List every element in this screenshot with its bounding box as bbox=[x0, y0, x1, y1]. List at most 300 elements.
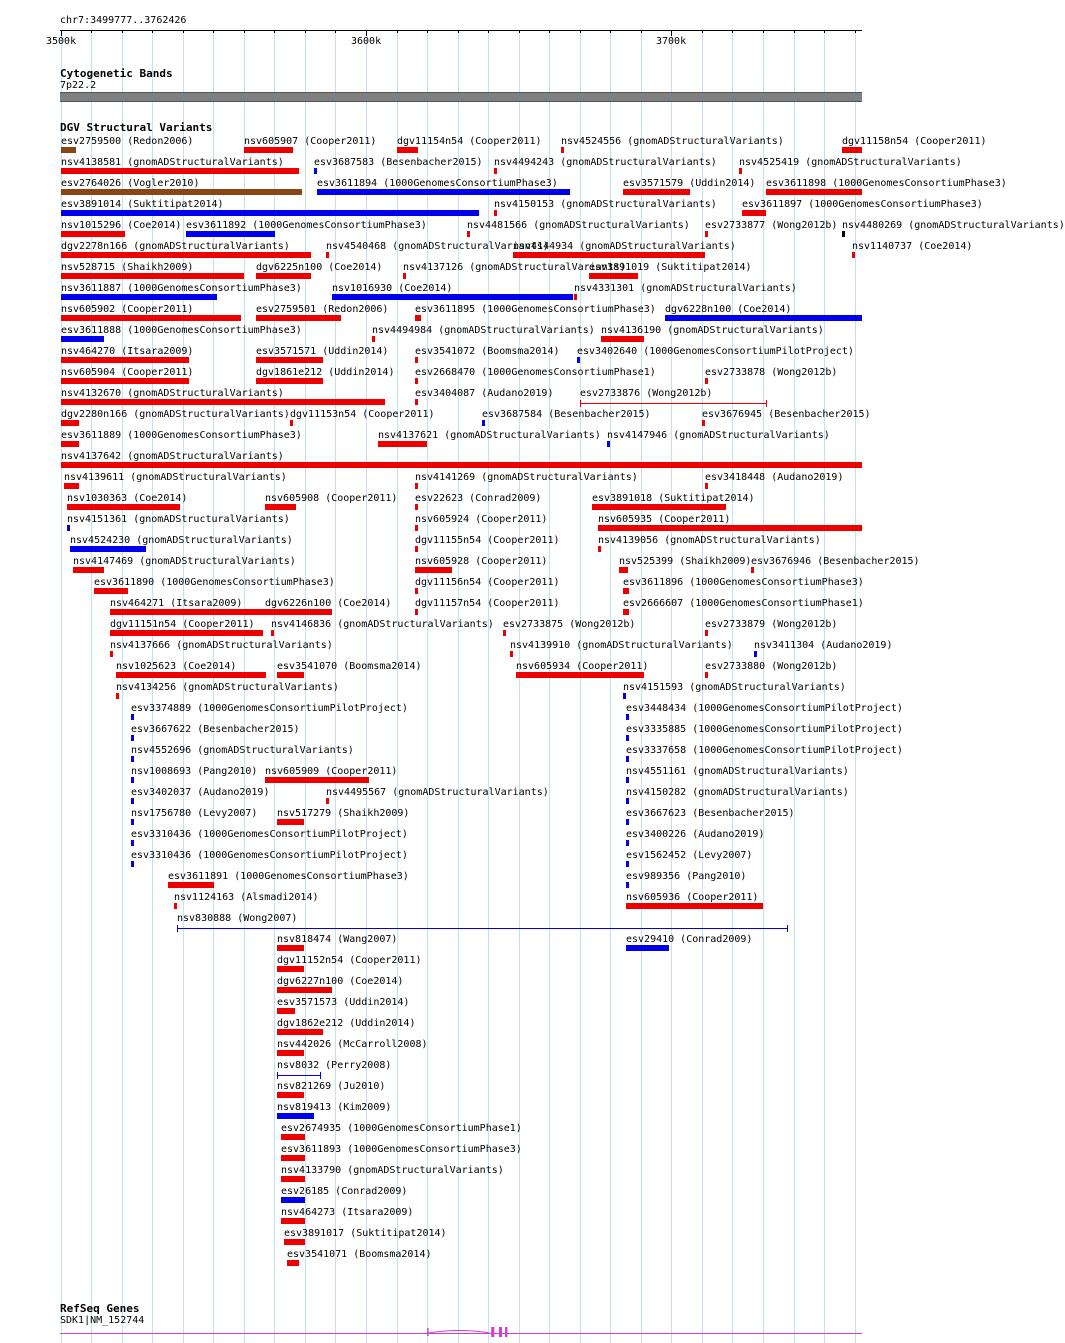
variant-bar[interactable] bbox=[131, 735, 134, 741]
variant-span-line[interactable] bbox=[580, 403, 766, 404]
variant-bar[interactable] bbox=[705, 231, 708, 237]
variant-label[interactable]: esv3687584 (Besenbacher2015) bbox=[482, 409, 651, 420]
variant-bar[interactable] bbox=[705, 672, 708, 678]
variant-label[interactable]: esv3611898 (1000GenomesConsortiumPhase3) bbox=[766, 178, 1007, 189]
variant-label[interactable]: nsv1140737 (Coe2014) bbox=[852, 241, 973, 252]
variant-label[interactable]: nsv4137126 (gnomADStructuralVariants) bbox=[403, 262, 626, 273]
variant-bar[interactable] bbox=[284, 1239, 305, 1245]
variant-label[interactable]: nsv4150153 (gnomADStructuralVariants) bbox=[494, 199, 717, 210]
variant-label[interactable]: esv3337658 (1000GenomesConsortiumPilotProject) bbox=[626, 745, 903, 756]
variant-label[interactable]: esv2666607 (1000GenomesConsortiumPhase1) bbox=[623, 598, 864, 609]
variant-bar[interactable] bbox=[739, 168, 742, 174]
variant-label[interactable]: nsv4495567 (gnomADStructuralVariants) bbox=[326, 787, 549, 798]
variant-bar[interactable] bbox=[277, 672, 304, 678]
variant-label[interactable]: esv3335885 (1000GenomesConsortiumPilotProject) bbox=[626, 724, 903, 735]
cytoband-bar[interactable] bbox=[60, 92, 862, 102]
variant-bar[interactable] bbox=[326, 798, 329, 804]
variant-span-line[interactable] bbox=[177, 928, 788, 929]
variant-bar[interactable] bbox=[277, 987, 332, 993]
variant-bar[interactable] bbox=[766, 189, 862, 195]
variant-bar[interactable] bbox=[415, 315, 421, 321]
variant-bar[interactable] bbox=[623, 693, 626, 699]
variant-label[interactable]: esv3611897 (1000GenomesConsortiumPhase3) bbox=[742, 199, 983, 210]
variant-bar[interactable] bbox=[73, 567, 104, 573]
variant-bar[interactable] bbox=[467, 231, 470, 237]
variant-label[interactable]: nsv464273 (Itsara2009) bbox=[281, 1207, 414, 1218]
variant-bar[interactable] bbox=[372, 336, 375, 342]
variant-bar[interactable] bbox=[61, 399, 385, 405]
variant-label[interactable]: nsv1016930 (Coe2014) bbox=[332, 283, 453, 294]
variant-bar[interactable] bbox=[131, 756, 134, 762]
variant-label[interactable]: esv3891019 (Suktitipat2014) bbox=[589, 262, 752, 273]
variant-bar[interactable] bbox=[626, 861, 629, 867]
variant-bar[interactable] bbox=[494, 168, 497, 174]
variant-bar[interactable] bbox=[415, 525, 418, 531]
variant-bar[interactable] bbox=[510, 651, 513, 657]
variant-bar[interactable] bbox=[623, 588, 629, 594]
variant-label[interactable]: nsv4137666 (gnomADStructuralVariants) bbox=[110, 640, 333, 651]
variant-label[interactable]: nsv1025623 (Coe2014) bbox=[116, 661, 237, 672]
variant-label[interactable]: dgv11157n54 (Cooper2011) bbox=[415, 598, 560, 609]
variant-label[interactable]: esv3687583 (Besenbacher2015) bbox=[314, 157, 483, 168]
variant-endcap bbox=[277, 1072, 278, 1079]
variant-bar[interactable] bbox=[574, 294, 577, 300]
variant-bar[interactable] bbox=[415, 378, 418, 384]
variant-bar[interactable] bbox=[705, 630, 708, 636]
variant-label[interactable]: esv3891018 (Suktitipat2014) bbox=[592, 493, 755, 504]
variant-label[interactable]: nsv4134256 (gnomADStructuralVariants) bbox=[116, 682, 339, 693]
variant-label[interactable]: esv3571579 (Uddin2014) bbox=[623, 178, 756, 189]
ruler-tick bbox=[824, 30, 825, 33]
variant-label[interactable]: esv2733878 (Wong2012b) bbox=[705, 367, 838, 378]
variant-bar[interactable] bbox=[314, 168, 317, 174]
variant-label[interactable]: nsv525399 (Shaikh2009) bbox=[619, 556, 752, 567]
variant-bar[interactable] bbox=[61, 252, 311, 258]
variant-bar[interactable] bbox=[607, 441, 610, 447]
variant-bar[interactable] bbox=[131, 798, 134, 804]
variant-label[interactable]: nsv4525419 (gnomADStructuralVariants) bbox=[739, 157, 962, 168]
variant-label[interactable]: esv3571571 (Uddin2014) bbox=[256, 346, 389, 357]
variant-label[interactable]: nsv4147469 (gnomADStructuralVariants) bbox=[73, 556, 296, 567]
variant-bar[interactable] bbox=[265, 609, 332, 615]
variant-bar[interactable] bbox=[482, 420, 485, 426]
variant-label[interactable]: dgv11156n54 (Cooper2011) bbox=[415, 577, 560, 588]
variant-label[interactable]: nsv605924 (Cooper2011) bbox=[415, 514, 548, 525]
variant-bar[interactable] bbox=[116, 693, 119, 699]
variant-bar[interactable] bbox=[277, 1092, 304, 1098]
variant-bar[interactable] bbox=[61, 315, 241, 321]
variant-label[interactable]: nsv4137642 (gnomADStructuralVariants) bbox=[61, 451, 284, 462]
variant-bar[interactable] bbox=[326, 252, 329, 258]
variant-bar[interactable] bbox=[281, 1197, 305, 1203]
variant-label[interactable]: esv3541071 (Boomsma2014) bbox=[287, 1249, 432, 1260]
variant-bar[interactable] bbox=[110, 651, 113, 657]
variant-label[interactable]: nsv821269 (Ju2010) bbox=[277, 1081, 386, 1092]
exon-block[interactable] bbox=[427, 1328, 429, 1336]
variant-label[interactable]: nsv4494243 (gnomADStructuralVariants) bbox=[494, 157, 717, 168]
variant-bar[interactable] bbox=[626, 756, 629, 762]
variant-label[interactable]: nsv1008693 (Pang2010) bbox=[131, 766, 258, 777]
variant-bar[interactable] bbox=[561, 147, 564, 153]
ruler-tick bbox=[641, 30, 642, 33]
variant-label[interactable]: esv3404087 (Audano2019) bbox=[415, 388, 554, 399]
variant-label[interactable]: dgv11158n54 (Cooper2011) bbox=[842, 136, 987, 147]
variant-label[interactable]: nsv4540468 (gnomADStructuralVariants) bbox=[326, 241, 549, 252]
variant-label[interactable]: esv3667622 (Besenbacher2015) bbox=[131, 724, 300, 735]
variant-bar[interactable] bbox=[626, 819, 629, 825]
variant-label[interactable]: esv3611892 (1000GenomesConsortiumPhase3) bbox=[186, 220, 427, 231]
variant-span-line[interactable] bbox=[277, 1075, 320, 1076]
variant-label[interactable]: esv3541070 (Boomsma2014) bbox=[277, 661, 422, 672]
variant-label[interactable]: esv3611896 (1000GenomesConsortiumPhase3) bbox=[623, 577, 864, 588]
variant-bar[interactable] bbox=[626, 840, 629, 846]
variant-bar[interactable] bbox=[665, 315, 862, 321]
variant-bar[interactable] bbox=[415, 567, 452, 573]
variant-bar[interactable] bbox=[494, 210, 497, 216]
variant-bar[interactable] bbox=[503, 630, 506, 636]
variant-label[interactable]: esv2733877 (Wong2012b) bbox=[705, 220, 838, 231]
variant-label[interactable]: nsv8032 (Perry2008) bbox=[277, 1060, 392, 1071]
variant-bar[interactable] bbox=[332, 294, 573, 300]
variant-bar[interactable] bbox=[626, 735, 629, 741]
variant-label[interactable]: nsv605902 (Cooper2011) bbox=[61, 304, 194, 315]
variant-label[interactable]: esv3374889 (1000GenomesConsortiumPilotProject) bbox=[131, 703, 408, 714]
variant-bar[interactable] bbox=[277, 1113, 314, 1119]
variant-label[interactable]: nsv605928 (Cooper2011) bbox=[415, 556, 548, 567]
variant-bar[interactable] bbox=[852, 252, 855, 258]
variant-bar[interactable] bbox=[67, 504, 180, 510]
variant-label[interactable]: dgv1862e212 (Uddin2014) bbox=[277, 1018, 416, 1029]
variant-label[interactable]: nsv4151361 (gnomADStructuralVariants) bbox=[67, 514, 290, 525]
variant-bar[interactable] bbox=[598, 525, 862, 531]
variant-label[interactable]: esv3611893 (1000GenomesConsortiumPhase3) bbox=[281, 1144, 522, 1155]
variant-label[interactable]: nsv4132670 (gnomADStructuralVariants) bbox=[61, 388, 284, 399]
variant-label[interactable]: nsv4133790 (gnomADStructuralVariants) bbox=[281, 1165, 504, 1176]
variant-label[interactable]: dgv1861e212 (Uddin2014) bbox=[256, 367, 395, 378]
variant-bar[interactable] bbox=[67, 525, 70, 531]
variant-bar[interactable] bbox=[256, 315, 341, 321]
variant-label[interactable]: nsv4146836 (gnomADStructuralVariants) bbox=[271, 619, 494, 630]
variant-label[interactable]: esv3310436 (1000GenomesConsortiumPilotProject) bbox=[131, 829, 408, 840]
variant-bar[interactable] bbox=[623, 609, 629, 615]
variant-label[interactable]: nsv4552696 (gnomADStructuralVariants) bbox=[131, 745, 354, 756]
variant-label[interactable]: nsv605935 (Cooper2011) bbox=[598, 514, 731, 525]
dgv-track-title: DGV Structural Variants bbox=[60, 121, 213, 134]
variant-label[interactable]: nsv605907 (Cooper2011) bbox=[244, 136, 377, 147]
variant-bar[interactable] bbox=[317, 189, 570, 195]
variant-bar[interactable] bbox=[705, 483, 708, 489]
variant-label[interactable]: esv3418448 (Audano2019) bbox=[705, 472, 844, 483]
variant-label[interactable]: nsv4147946 (gnomADStructuralVariants) bbox=[607, 430, 830, 441]
ruler-tick bbox=[610, 30, 611, 33]
variant-bar[interactable] bbox=[131, 777, 134, 783]
variant-label[interactable]: nsv4494984 (gnomADStructuralVariants) bbox=[372, 325, 595, 336]
variant-label[interactable]: nsv3611887 (1000GenomesConsortiumPhase3) bbox=[61, 283, 302, 294]
variant-label[interactable]: nsv605908 (Cooper2011) bbox=[265, 493, 398, 504]
variant-label[interactable]: nsv517279 (Shaikh2009) bbox=[277, 808, 410, 819]
exon-block[interactable] bbox=[491, 1327, 494, 1337]
variant-bar[interactable] bbox=[281, 1218, 305, 1224]
variant-label[interactable]: nsv4141269 (gnomADStructuralVariants) bbox=[415, 472, 638, 483]
variant-bar[interactable] bbox=[592, 504, 726, 510]
variant-bar[interactable] bbox=[415, 504, 418, 510]
variant-bar[interactable] bbox=[626, 903, 763, 909]
variant-label[interactable]: nsv605904 (Cooper2011) bbox=[61, 367, 194, 378]
variant-bar[interactable] bbox=[403, 273, 406, 279]
variant-label[interactable]: esv2733879 (Wong2012b) bbox=[705, 619, 838, 630]
exon-block[interactable] bbox=[499, 1327, 502, 1337]
variant-label[interactable]: esv26185 (Conrad2009) bbox=[281, 1186, 408, 1197]
variant-label[interactable]: esv3891017 (Suktitipat2014) bbox=[284, 1228, 447, 1239]
variant-label[interactable]: dgv2280n166 (gnomADStructuralVariants) bbox=[61, 409, 290, 420]
variant-bar[interactable] bbox=[842, 231, 845, 237]
variant-bar[interactable] bbox=[281, 1155, 305, 1161]
refseq-gene-name: SDK1|NM_152744 bbox=[60, 1315, 145, 1326]
variant-label[interactable]: nsv464270 (Itsara2009) bbox=[61, 346, 194, 357]
variant-bar[interactable] bbox=[61, 168, 299, 174]
ruler-tick bbox=[458, 30, 459, 33]
variant-label[interactable]: dgv11152n54 (Cooper2011) bbox=[277, 955, 422, 966]
variant-label[interactable]: esv29410 (Conrad2009) bbox=[626, 934, 753, 945]
variant-bar[interactable] bbox=[110, 630, 263, 636]
variant-label[interactable]: nsv1015296 (Coe2014) bbox=[61, 220, 182, 231]
variant-bar[interactable] bbox=[415, 588, 418, 594]
variant-label[interactable]: esv3402037 (Audano2019) bbox=[131, 787, 270, 798]
variant-bar[interactable] bbox=[577, 357, 580, 363]
variant-bar[interactable] bbox=[116, 672, 266, 678]
variant-bar[interactable] bbox=[842, 147, 862, 153]
variant-endcap bbox=[177, 925, 178, 932]
variant-bar[interactable] bbox=[61, 210, 479, 216]
variant-bar[interactable] bbox=[61, 231, 125, 237]
variant-bar[interactable] bbox=[415, 546, 418, 552]
variant-label[interactable]: nsv528715 (Shaikh2009) bbox=[61, 262, 194, 273]
variant-label[interactable]: nsv4139056 (gnomADStructuralVariants) bbox=[598, 535, 821, 546]
variant-label[interactable]: esv3448434 (1000GenomesConsortiumPilotProject) bbox=[626, 703, 903, 714]
variant-bar[interactable] bbox=[378, 441, 427, 447]
variant-label[interactable]: nsv4150282 (gnomADStructuralVariants) bbox=[626, 787, 849, 798]
variant-bar[interactable] bbox=[70, 546, 146, 552]
variant-label[interactable]: nsv1756780 (Levy2007) bbox=[131, 808, 258, 819]
variant-label[interactable]: nsv605909 (Cooper2011) bbox=[265, 766, 398, 777]
variant-label[interactable]: esv3611890 (1000GenomesConsortiumPhase3) bbox=[94, 577, 335, 588]
variant-bar[interactable] bbox=[277, 1050, 304, 1056]
variant-label[interactable]: dgv6225n100 (Coe2014) bbox=[256, 262, 383, 273]
variant-label[interactable]: nsv4331301 (gnomADStructuralVariants) bbox=[574, 283, 797, 294]
variant-label[interactable]: esv2668470 (1000GenomesConsortiumPhase1) bbox=[415, 367, 656, 378]
variant-label[interactable]: nsv4551161 (gnomADStructuralVariants) bbox=[626, 766, 849, 777]
variant-label[interactable]: esv3571573 (Uddin2014) bbox=[277, 997, 410, 1008]
variant-label[interactable]: dgv6226n100 (Coe2014) bbox=[265, 598, 392, 609]
variant-bar[interactable] bbox=[589, 273, 638, 279]
variant-label[interactable]: esv3676946 (Besenbacher2015) bbox=[751, 556, 920, 567]
cytoband-track-title: Cytogenetic Bands bbox=[60, 67, 173, 80]
variant-label[interactable]: nsv4524230 (gnomADStructuralVariants) bbox=[70, 535, 293, 546]
variant-bar[interactable] bbox=[619, 567, 628, 573]
variant-label[interactable]: dgv6227n100 (Coe2014) bbox=[277, 976, 404, 987]
variant-bar[interactable] bbox=[61, 441, 79, 447]
variant-bar[interactable] bbox=[265, 777, 369, 783]
variant-endcap bbox=[787, 925, 788, 932]
variant-label[interactable]: nsv1030363 (Coe2014) bbox=[67, 493, 188, 504]
variant-bar[interactable] bbox=[61, 189, 302, 195]
variant-label[interactable]: esv3402640 (1000GenomesConsortiumPilotProject) bbox=[577, 346, 854, 357]
variant-bar[interactable] bbox=[397, 147, 418, 153]
variant-bar[interactable] bbox=[626, 777, 629, 783]
variant-label[interactable]: nsv4137621 (gnomADStructuralVariants) bbox=[378, 430, 601, 441]
variant-bar[interactable] bbox=[415, 609, 418, 615]
variant-label[interactable]: nsv4151593 (gnomADStructuralVariants) bbox=[623, 682, 846, 693]
variant-label[interactable]: esv3611888 (1000GenomesConsortiumPhase3) bbox=[61, 325, 302, 336]
variant-label[interactable]: esv2733880 (Wong2012b) bbox=[705, 661, 838, 672]
variant-bar[interactable] bbox=[131, 819, 134, 825]
variant-label[interactable]: esv3310436 (1000GenomesConsortiumPilotProject) bbox=[131, 850, 408, 861]
variant-bar[interactable] bbox=[281, 1176, 305, 1182]
variant-bar[interactable] bbox=[415, 399, 418, 405]
variant-bar[interactable] bbox=[516, 672, 644, 678]
variant-bar[interactable] bbox=[131, 861, 134, 867]
ruler-tick-label: 3500k bbox=[46, 36, 77, 47]
variant-bar[interactable] bbox=[754, 651, 757, 657]
variant-bar[interactable] bbox=[186, 231, 275, 237]
variant-label[interactable]: nsv4138581 (gnomADStructuralVariants) bbox=[61, 157, 284, 168]
ruler-tick bbox=[427, 30, 428, 33]
variant-label[interactable]: esv3611895 (1000GenomesConsortiumPhase3) bbox=[415, 304, 656, 315]
variant-bar[interactable] bbox=[61, 420, 79, 426]
variant-label[interactable]: esv2733876 (Wong2012b) bbox=[580, 388, 713, 399]
variant-bar[interactable] bbox=[277, 1008, 295, 1014]
variant-bar[interactable] bbox=[702, 420, 705, 426]
variant-label[interactable]: nsv605934 (Cooper2011) bbox=[516, 661, 649, 672]
variant-bar[interactable] bbox=[626, 798, 629, 804]
variant-label[interactable]: nsv442026 (McCarroll2008) bbox=[277, 1039, 428, 1050]
ruler-tick bbox=[397, 30, 398, 33]
variant-label[interactable]: dgv11151n54 (Cooper2011) bbox=[110, 619, 255, 630]
variant-label[interactable]: dgv2278n166 (gnomADStructuralVariants) bbox=[61, 241, 290, 252]
variant-bar[interactable] bbox=[281, 1134, 305, 1140]
variant-bar[interactable] bbox=[110, 609, 266, 615]
variant-bar[interactable] bbox=[415, 357, 418, 363]
variant-bar[interactable] bbox=[601, 336, 644, 342]
variant-bar[interactable] bbox=[64, 483, 79, 489]
variant-label[interactable]: nsv1124163 (Alsmadi2014) bbox=[174, 892, 319, 903]
variant-bar[interactable] bbox=[271, 630, 274, 636]
variant-bar[interactable] bbox=[705, 378, 708, 384]
variant-label[interactable]: esv3667623 (Besenbacher2015) bbox=[626, 808, 795, 819]
variant-bar[interactable] bbox=[61, 378, 189, 384]
variant-bar[interactable] bbox=[131, 840, 134, 846]
variant-bar[interactable] bbox=[61, 273, 244, 279]
variant-label[interactable]: nsv4136190 (gnomADStructuralVariants) bbox=[601, 325, 824, 336]
variant-label[interactable]: dgv11155n54 (Cooper2011) bbox=[415, 535, 560, 546]
variant-label[interactable]: esv3400226 (Audano2019) bbox=[626, 829, 765, 840]
variant-label[interactable]: nsv4481566 (gnomADStructuralVariants) bbox=[467, 220, 690, 231]
variant-bar[interactable] bbox=[61, 294, 217, 300]
variant-bar[interactable] bbox=[598, 546, 601, 552]
variant-label[interactable]: esv3611891 (1000GenomesConsortiumPhase3) bbox=[168, 871, 409, 882]
variant-label[interactable]: esv2764026 (Vogler2010) bbox=[61, 178, 200, 189]
variant-bar[interactable] bbox=[277, 819, 304, 825]
variant-bar[interactable] bbox=[61, 357, 189, 363]
variant-label[interactable]: nsv830888 (Wong2007) bbox=[177, 913, 298, 924]
variant-label[interactable]: esv3611889 (1000GenomesConsortiumPhase3) bbox=[61, 430, 302, 441]
variant-bar[interactable] bbox=[277, 1029, 323, 1035]
variant-bar[interactable] bbox=[626, 882, 629, 888]
ruler-tick bbox=[855, 30, 856, 33]
variant-bar[interactable] bbox=[61, 462, 862, 468]
variant-label[interactable]: nsv818474 (Wang2007) bbox=[277, 934, 398, 945]
variant-bar[interactable] bbox=[61, 336, 104, 342]
variant-bar[interactable] bbox=[290, 420, 293, 426]
variant-label[interactable]: esv3611894 (1000GenomesConsortiumPhase3) bbox=[317, 178, 558, 189]
ruler-tick bbox=[213, 30, 214, 33]
variant-label[interactable]: esv3541072 (Boomsma2014) bbox=[415, 346, 560, 357]
variant-label[interactable]: nsv4139611 (gnomADStructuralVariants) bbox=[64, 472, 287, 483]
variant-label[interactable]: dgv6228n100 (Coe2014) bbox=[665, 304, 792, 315]
ruler-axis bbox=[60, 30, 862, 31]
ruler-tick-label: 3600k bbox=[351, 36, 382, 47]
variant-label[interactable]: esv989356 (Pang2010) bbox=[626, 871, 747, 882]
variant-bar[interactable] bbox=[415, 483, 418, 489]
variant-bar[interactable] bbox=[626, 945, 669, 951]
ruler-tick bbox=[305, 30, 306, 33]
variant-label[interactable]: nsv4480269 (gnomADStructuralVariants) bbox=[842, 220, 1065, 231]
variant-label[interactable]: nsv3411304 (Audano2019) bbox=[754, 640, 893, 651]
variant-bar[interactable] bbox=[61, 147, 76, 153]
variant-label[interactable]: nsv605936 (Cooper2011) bbox=[626, 892, 759, 903]
variant-label[interactable]: esv2674935 (1000GenomesConsortiumPhase1) bbox=[281, 1123, 522, 1134]
variant-bar[interactable] bbox=[751, 567, 754, 573]
variant-label[interactable]: nsv4524556 (gnomADStructuralVariants) bbox=[561, 136, 784, 147]
ruler-tick bbox=[580, 30, 581, 33]
variant-bar[interactable] bbox=[94, 588, 128, 594]
variant-label[interactable]: esv1562452 (Levy2007) bbox=[626, 850, 753, 861]
variant-label[interactable]: esv2733875 (Wong2012b) bbox=[503, 619, 636, 630]
variant-label[interactable]: esv3891014 (Suktitipat2014) bbox=[61, 199, 224, 210]
variant-label[interactable]: nsv464271 (Itsara2009) bbox=[110, 598, 243, 609]
variant-bar[interactable] bbox=[742, 210, 766, 216]
variant-bar[interactable] bbox=[256, 273, 311, 279]
variant-bar[interactable] bbox=[265, 504, 296, 510]
ruler-tick bbox=[549, 30, 550, 33]
variant-bar[interactable] bbox=[131, 714, 134, 720]
variant-bar[interactable] bbox=[168, 882, 214, 888]
variant-bar[interactable] bbox=[277, 966, 304, 972]
variant-bar[interactable] bbox=[626, 714, 629, 720]
ruler-tick bbox=[488, 30, 489, 33]
variant-label[interactable]: nsv819413 (Kim2009) bbox=[277, 1102, 392, 1113]
variant-label[interactable]: nsv4139910 (gnomADStructuralVariants) bbox=[510, 640, 733, 651]
variant-label[interactable]: esv2759501 (Redon2006) bbox=[256, 304, 389, 315]
variant-bar[interactable] bbox=[287, 1260, 299, 1266]
variant-bar[interactable] bbox=[174, 903, 177, 909]
variant-label[interactable]: dgv11154n54 (Cooper2011) bbox=[397, 136, 542, 147]
variant-label[interactable]: nsv4144934 (gnomADStructuralVariants) bbox=[513, 241, 736, 252]
exon-block[interactable] bbox=[505, 1327, 507, 1337]
variant-label[interactable]: esv2759500 (Redon2006) bbox=[61, 136, 194, 147]
variant-bar[interactable] bbox=[513, 252, 705, 258]
variant-bar[interactable] bbox=[244, 147, 293, 153]
variant-bar[interactable] bbox=[623, 189, 690, 195]
variant-bar[interactable] bbox=[277, 945, 304, 951]
variant-bar[interactable] bbox=[256, 378, 323, 384]
gene-model-exons[interactable] bbox=[0, 1322, 890, 1342]
variant-label[interactable]: esv3676945 (Besenbacher2015) bbox=[702, 409, 871, 420]
ruler-tick bbox=[335, 30, 336, 33]
variant-label[interactable]: dgv11153n54 (Cooper2011) bbox=[290, 409, 435, 420]
variant-label[interactable]: esv22623 (Conrad2009) bbox=[415, 493, 542, 504]
variant-bar[interactable] bbox=[256, 357, 323, 363]
